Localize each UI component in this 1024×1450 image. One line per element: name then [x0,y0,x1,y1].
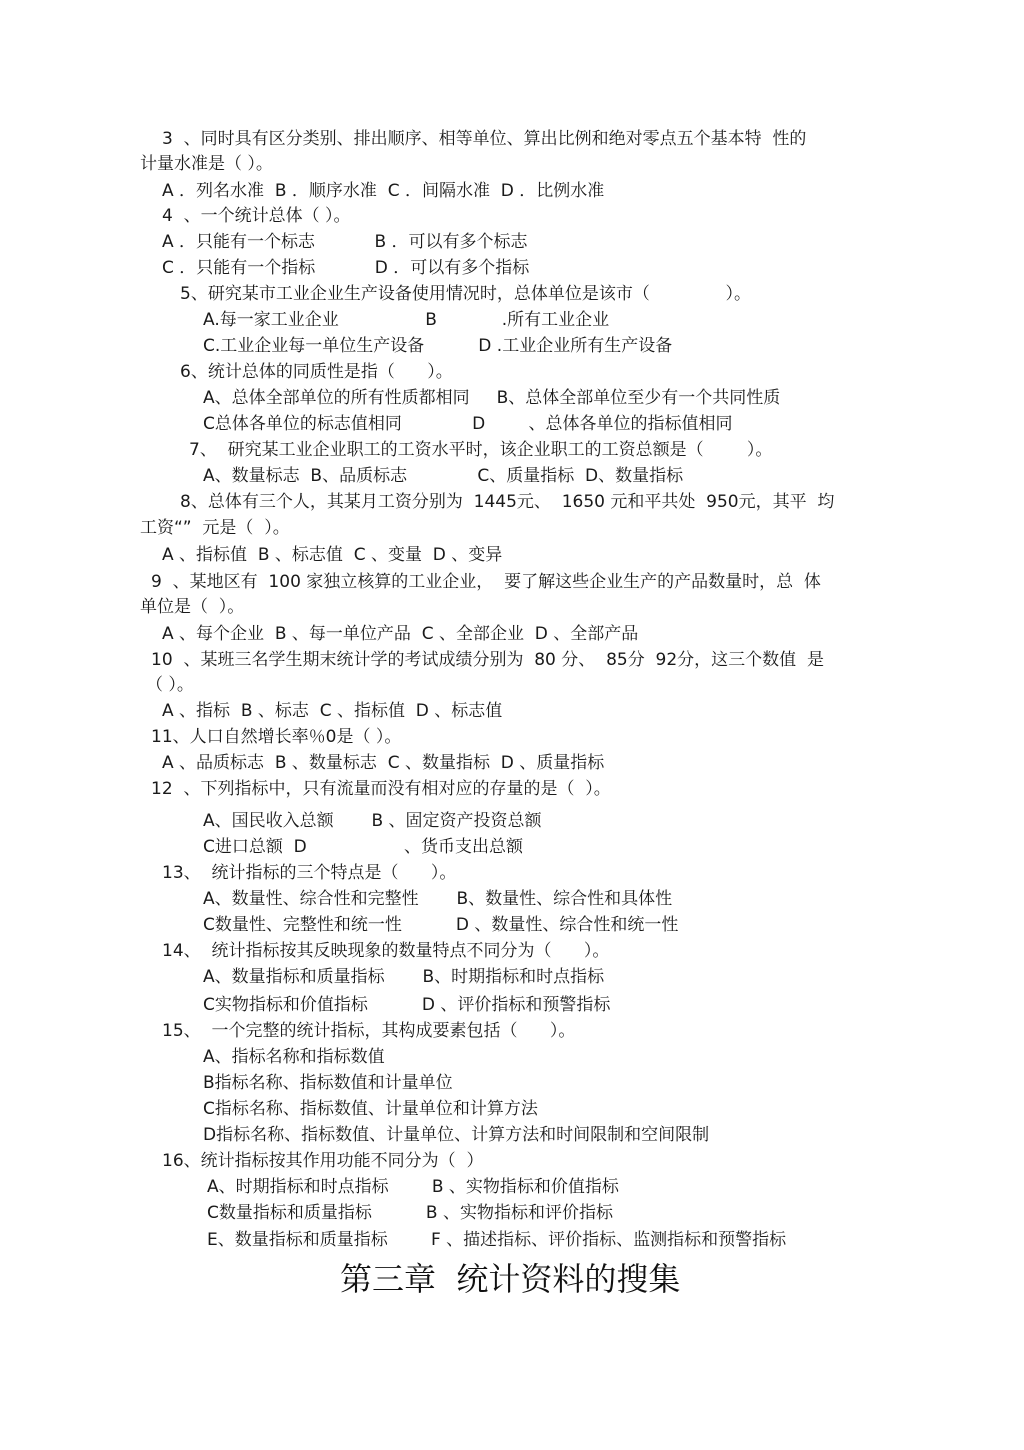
q14-stem: 14、 统计指标按其反映现象的数量特点不同分为（ ）。 [162,941,610,961]
q8-stem-line1: 8、总体有三个人，其某月工资分别为 1445元、 1650 元和平共处 950元，其平 均 [180,492,835,512]
q9-stem-line2: 单位是（ ）。 [140,597,245,617]
q12-options-row2: C进口总额 D 、货币支出总额 [203,837,524,857]
q16-options-row3: E、数量指标和质量指标 F 、描述指标、评价指标、监测指标和预警指标 [207,1230,787,1250]
q10-options: A 、指标 B 、标志 C 、指标值 D 、标志值 [162,701,503,721]
q15-option-b: B指标名称、指标数值和计量单位 [203,1073,453,1093]
q15-option-a: A、指标名称和指标数值 [203,1047,385,1067]
chapter-title: 第三章 统计资料的搜集 [340,1260,681,1298]
q9-stem-line1: 9 、某地区有 100 家独立核算的工业企业， 要了解这些企业生产的产品数量时，总 体 [151,572,821,592]
q3-options: A ．列名水准 B ．顺序水准 C ．间隔水准 D ．比例水准 [162,181,605,201]
q5-options-row2: C.工业企业每一单位生产设备 D .工业企业所有生产设备 [203,336,673,356]
q10-stem-line1: 10 、某班三名学生期末统计学的考试成绩分别为 80 分、 85分 92分，这三个数值 是 [151,650,824,670]
q15-stem: 15、 一个完整的统计指标，其构成要素包括（ ）。 [162,1021,576,1041]
q8-options: A 、指标值 B 、标志值 C 、变量 D 、变异 [162,545,503,565]
q12-options-row1: A、国民收入总额 B 、固定资产投资总额 [203,811,542,831]
q3-stem-line1: 3 、同时具有区分类别、排出顺序、相等单位、算出比例和绝对零点五个基本特 性的 [162,129,807,149]
q13-options-row2: C数量性、完整性和统一性 D 、数量性、综合性和统一性 [203,915,679,935]
q6-stem: 6、统计总体的同质性是指（ ）。 [180,362,453,382]
q4-options-row2: C ．只能有一个指标 D ．可以有多个指标 [162,258,530,278]
q4-stem: 4 、一个统计总体（ ）。 [162,206,351,226]
q7-options: A、数量标志 B、品质标志 C、质量指标 D、数量指标 [203,466,684,486]
q5-stem: 5、研究某市工业企业生产设备使用情况时，总体单位是该市（ ）。 [180,284,751,304]
q5-options-row1: A.每一家工业企业 B .所有工业企业 [203,310,610,330]
q3-stem-line2: 计量水准是（ ）。 [140,154,273,174]
q11-stem: 11、人口自然增长率％0是（ ）。 [151,727,402,747]
q8-stem-line2: 工资“” 元是（ ）。 [140,518,290,538]
q13-options-row1: A、数量性、综合性和完整性 B、数量性、综合性和具体性 [203,889,673,909]
q16-options-row1: A、时期指标和时点指标 B 、实物指标和价值指标 [207,1177,619,1197]
q6-options-row2: C总体各单位的标志值相同 D 、总体各单位的指标值相同 [203,414,733,434]
q14-options-row1: A、数量指标和质量指标 B、时期指标和时点指标 [203,967,605,987]
q11-options: A 、品质标志 B 、数量标志 C 、数量指标 D 、质量指标 [162,753,605,773]
q7-stem: 7、 研究某工业企业职工的工资水平时，该企业职工的工资总额是（ ）。 [189,440,773,460]
q16-stem: 16、统计指标按其作用功能不同分为（ ） [162,1151,484,1171]
q13-stem: 13、 统计指标的三个特点是（ ）。 [162,863,457,883]
q12-stem: 12 、下列指标中，只有流量而没有相对应的存量的是（ ）。 [151,779,611,799]
q15-option-d: D指标名称、指标数值、计量单位、计算方法和时间限制和空间限制 [203,1125,710,1145]
q16-options-row2: C数量指标和质量指标 B 、实物指标和评价指标 [207,1203,613,1223]
q14-options-row2: C实物指标和价值指标 D 、评价指标和预警指标 [203,995,611,1015]
q6-options-row1: A、总体全部单位的所有性质都相同 B、总体全部单位至少有一个共同性质 [203,388,781,408]
q10-stem-line2: （ ）。 [146,675,194,695]
q9-options: A 、每个企业 B 、每一单位产品 C 、全部企业 D 、全部产品 [162,624,639,644]
q15-option-c: C指标名称、指标数值、计量单位和计算方法 [203,1099,538,1119]
q4-options-row1: A ．只能有一个标志 B ．可以有多个标志 [162,232,528,252]
